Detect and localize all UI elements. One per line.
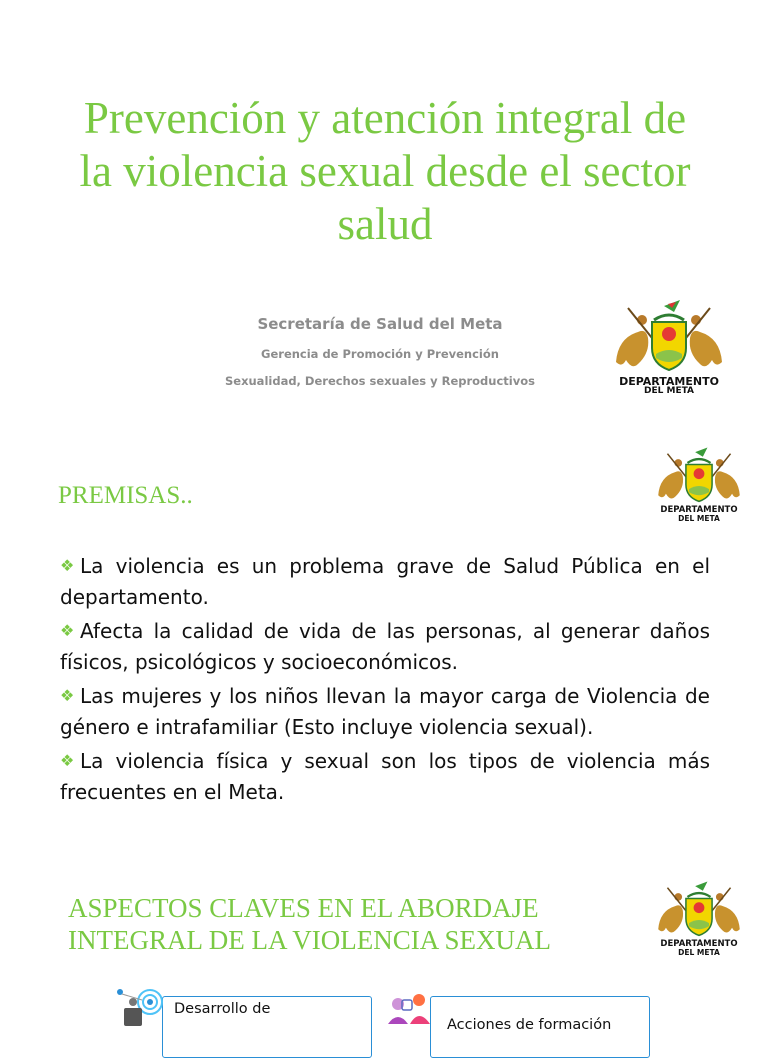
presentation-title: Prevención y atención integral de la violencia sexual desde el sector salud bbox=[79, 93, 691, 249]
coat-of-arms-icon bbox=[608, 298, 730, 376]
diamond-bullet-icon: ❖ bbox=[60, 686, 75, 705]
list-item bbox=[60, 615, 710, 678]
bullet-text: La violencia física y sexual son los tipos de violencia más frecuentes en el Meta. bbox=[60, 749, 710, 804]
people-training-icon bbox=[386, 990, 434, 1026]
premisas-heading: PREMISAS.. bbox=[58, 482, 193, 509]
bullet-text: La violencia es un problema grave de Salud Pública en el departamento. bbox=[60, 554, 710, 609]
slide-aspectos bbox=[0, 858, 768, 1033]
coat-of-arms-icon bbox=[652, 880, 746, 940]
premisas-list bbox=[60, 550, 710, 810]
diamond-bullet-icon: ❖ bbox=[60, 751, 75, 770]
logo-text-line2: DEL META bbox=[644, 386, 694, 396]
slide-title bbox=[0, 0, 768, 432]
coat-of-arms-icon bbox=[652, 446, 746, 506]
list-item bbox=[60, 745, 710, 808]
network-person-icon bbox=[112, 986, 164, 1026]
subtitle-gerencia: Gerencia de Promoción y Prevención bbox=[261, 347, 499, 361]
logo-text-line1: DEPARTAMENTO bbox=[619, 375, 719, 388]
diamond-bullet-icon: ❖ bbox=[60, 621, 75, 640]
subtitle-sexualidad: Sexualidad, Derechos sexuales y Reproductivos bbox=[225, 374, 535, 388]
aspectos-heading: ASPECTOS CLAVES EN EL ABORDAJE INTEGRAL DE LA VIOLENCIA SEXUAL bbox=[68, 893, 551, 955]
card-desarrollo bbox=[162, 996, 372, 1058]
diamond-bullet-icon: ❖ bbox=[60, 556, 75, 575]
card-acciones-formacion bbox=[430, 996, 650, 1058]
card-label: Acciones de formación bbox=[447, 1017, 612, 1033]
list-item bbox=[60, 680, 710, 743]
departamento-meta-logo bbox=[652, 446, 746, 532]
slide-premisas bbox=[0, 432, 768, 858]
bullet-text: Las mujeres y los niños llevan la mayor carga de Violencia de género e intrafamiliar (Esto incluye violencia sexual). bbox=[60, 684, 710, 739]
logo-text-line1: DEPARTAMENTO bbox=[660, 939, 738, 949]
logo-text-line2: DEL META bbox=[678, 948, 720, 957]
logo-text-line2: DEL META bbox=[678, 514, 720, 523]
bullet-text: Afecta la calidad de vida de las personas, al generar daños físicos, psicológicos y socioeconómicos. bbox=[60, 619, 710, 674]
departamento-meta-logo bbox=[608, 298, 730, 402]
card-label: Desarrollo de bbox=[174, 1001, 271, 1017]
subtitle-secretaria: Secretaría de Salud del Meta bbox=[257, 315, 503, 333]
departamento-meta-logo bbox=[652, 880, 746, 966]
logo-text-line1: DEPARTAMENTO bbox=[660, 505, 738, 515]
list-item bbox=[60, 550, 710, 613]
